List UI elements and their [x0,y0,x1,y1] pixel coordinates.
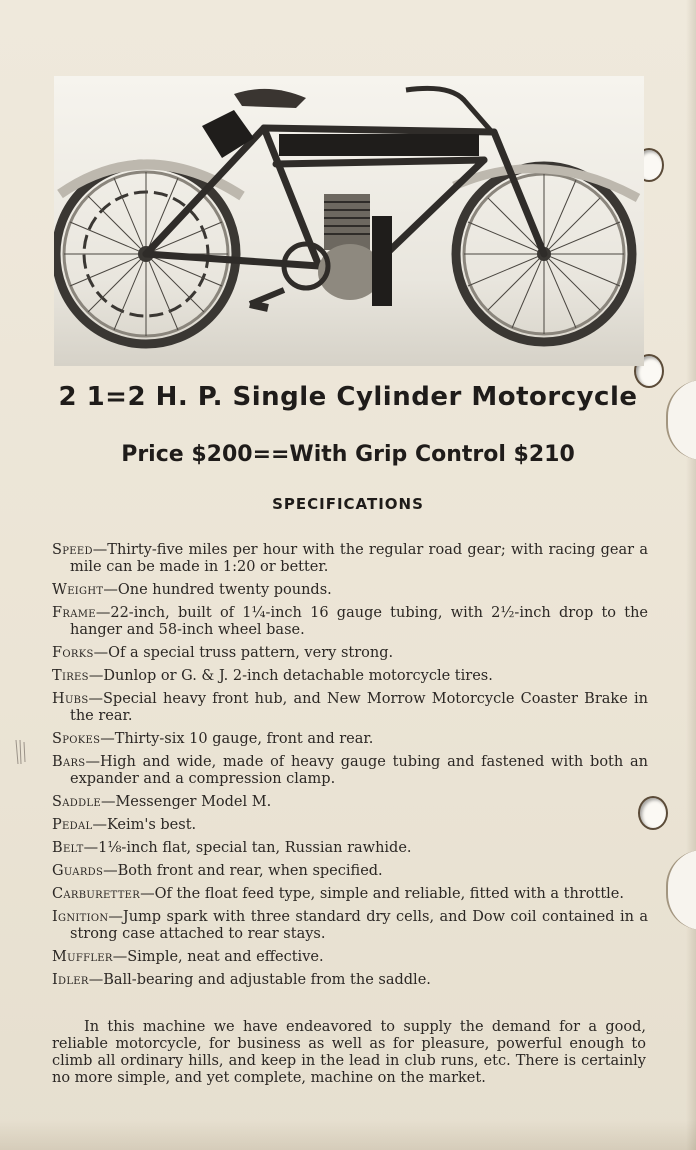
spec-item: Speed—Thirty-five miles per hour with the regular road gear; with racing gear a mile can be made in 1:20 or better. [52,542,648,575]
spec-item: Weight—One hundred twenty pounds. [52,582,332,598]
spec-item: Spokes—Thirty-six 10 gauge, front and rear. [52,731,374,747]
spec-item: Belt—1⅛-inch flat, special tan, Russian rawhide. [52,840,412,856]
spec-item: Ignition—Jump spark with three standard dry cells, and Dow coil contained in a strong case attached to rear stays. [52,909,648,942]
spec-item: Carburetter—Of the float feed type, simple and reliable, fitted with a throttle. [52,886,624,902]
spec-item: Hubs—Special heavy front hub, and New Morrow Motorcycle Coaster Brake in the rear. [52,691,648,724]
spec-item: Saddle—Messenger Model M. [52,794,272,810]
specifications-list [52,542,648,995]
spec-item: Bars—High and wide, made of heavy gauge tubing and fastened with both an expander and a compression clamp. [52,754,648,787]
spec-item: Frame—22-inch, built of 1¼-inch 16 gauge tubing, with 2½-inch drop to the hanger and 58-inch wheel base. [52,605,648,638]
pencil-mark [14,738,28,766]
spec-item: Forks—Of a special truss pattern, very strong. [52,645,394,661]
motorcycle-photo [54,76,644,366]
price-line: Price $200==With Grip Control $210 [121,442,575,467]
spec-item: Pedal—Keim's best. [52,817,197,833]
closing-paragraph: In this machine we have endeavored to supply the demand for a good, reliable motorcycle, for business as well as for pleasure, powerful enough to climb all ordinary hills, and keep in the lead in club runs, etc. There is certainly no more simple, and yet complete, machine on the market. [52,1018,646,1086]
binding-tab [666,850,696,930]
spec-item: Idler—Ball-bearing and adjustable from the saddle. [52,972,431,988]
page-bottom-wear [0,1120,696,1150]
spec-item: Tires—Dunlop or G. & J. 2-inch detachable motorcycle tires. [52,668,493,684]
specifications-heading: SPECIFICATIONS [272,495,424,513]
page-edge-shadow [686,0,696,1150]
model-title: 2 1=2 H. P. Single Cylinder Motorcycle [58,382,638,412]
fuel-tank [279,134,479,156]
spec-item: Guards—Both front and rear, when specified. [52,863,383,879]
spec-item: Muffler—Simple, neat and effective. [52,949,324,965]
